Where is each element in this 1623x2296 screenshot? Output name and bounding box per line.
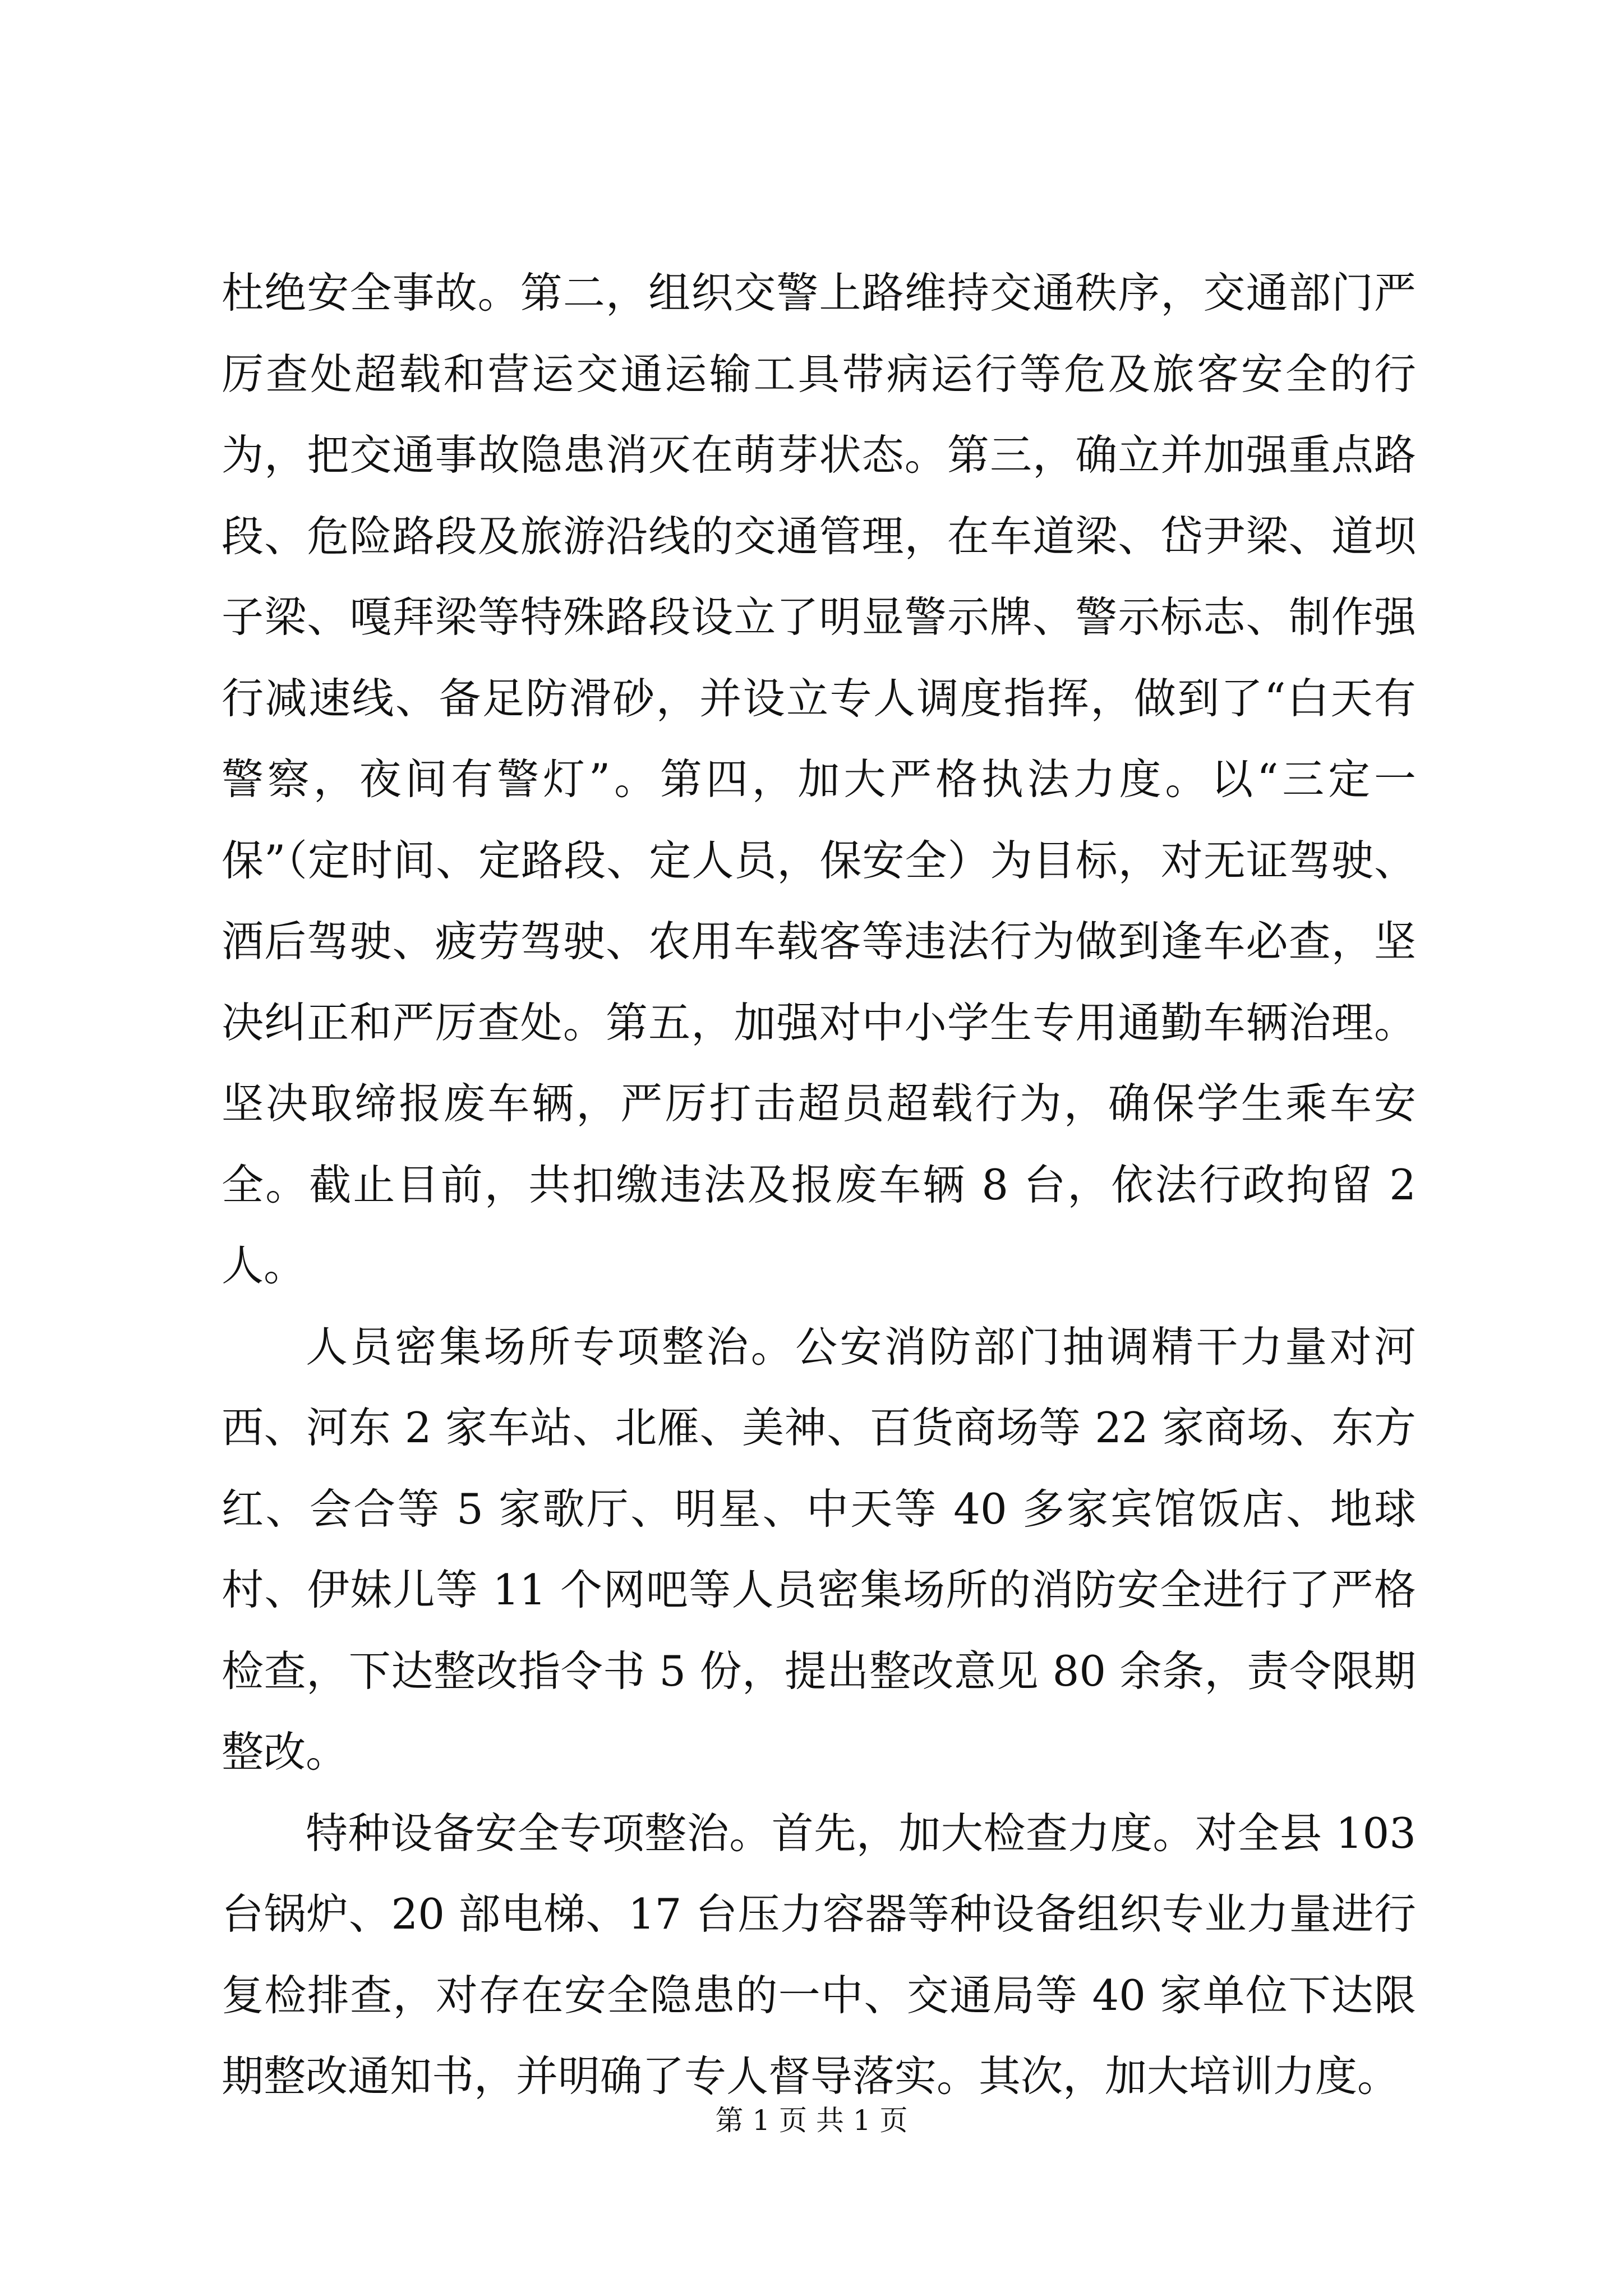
document-body [222,252,1416,2117]
paragraph-special-equipment: 特种设备安全专项整治。首先，加大检查力度。对全县 103 台锅炉、20 部电梯、17 台压力容器等种设备组织专业力量进行复检排查，对存在安全隐患的一中、交通局等 40 家单位下达限期整改通知书，并明确了专人督导落实。其次，加大培训力度。 [222,1808,1416,2101]
page-footer: 第 1 页 共 1 页 [715,2104,908,2137]
paragraph-crowded-places: 人员密集场所专项整治。公安消防部门抽调精干力量对河西、河东 2 家车站、北雁、美神、百货商场等 22 家商场、东方红、会合等 5 家歌厅、明星、中天等 40 多家宾馆饭店、地球村、伊妹儿等 11 个网吧等人员密集场所的消防安全进行了严格检查，下达整改指令书 5 份，提出整改意见 80 余条，责令限期整改。 [222,1322,1416,1777]
paragraph-traffic-measures: 杜绝安全事故。第二，组织交警上路维持交通秩序，交通部门严厉查处超载和营运交通运输工具带病运行等危及旅客安全的行为，把交通事故隐患消灭在萌芽状态。第三，确立并加强重点路段、危险路段及旅游沿线的交通管理，在车道梁、岱尹梁、道坝子梁、嘎拜梁等特殊路段设立了明显警示牌、警示标志、制作强行减速线、备足防滑砂，并设立专人调度指挥，做到了“白天有警察，夜间有警灯”。第四，加大严格执法力度。以“三定一保”（定时间、定路段、定人员，保安全）为目标，对无证驾驶、酒后驾驶、疲劳驾驶、农用车载客等违法行为做到逢车必查，坚决纠正和严厉查处。第五，加强对中小学生专用通勤车辆治理。坚决取缔报废车辆，严厉打击超员超载行为，确保学生乘车安全。截止目前，共扣缴违法及报废车辆 8 台，依法行政拘留 2 人。 [222,268,1416,1290]
